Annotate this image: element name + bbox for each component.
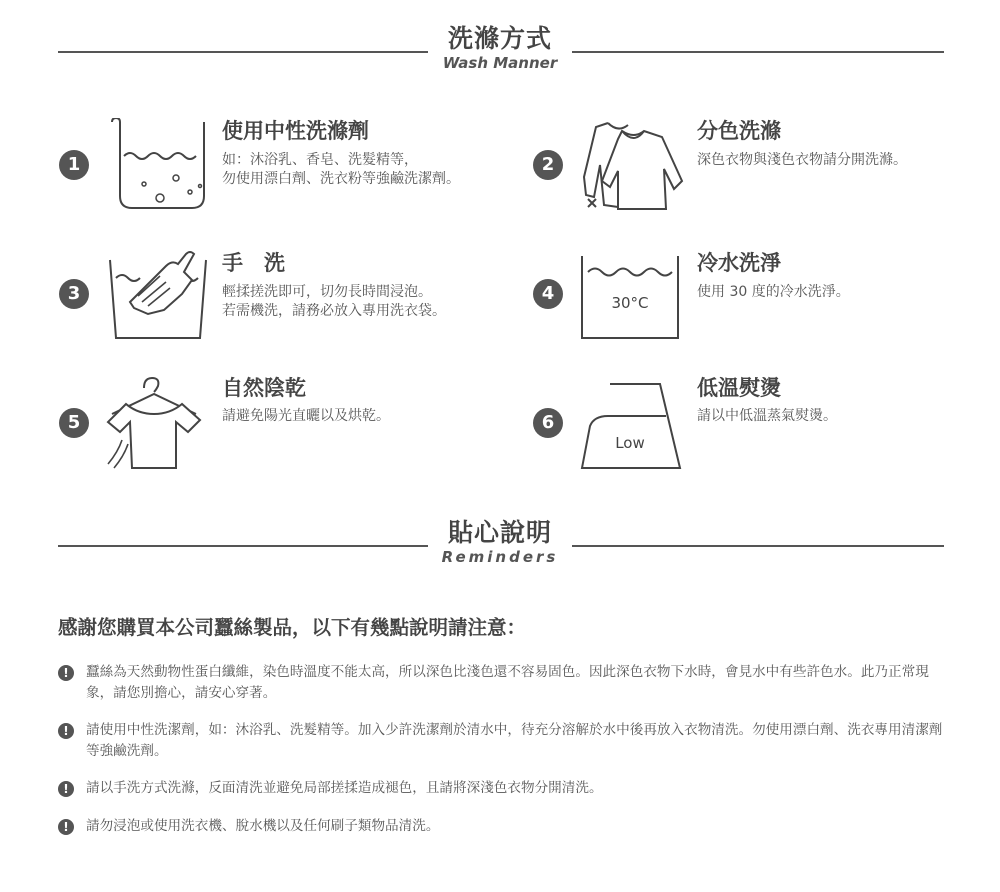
divider-left [58, 545, 428, 547]
separate-clothes-icon [578, 115, 686, 215]
step-desc-1a: 如：沐浴乳、香皂、洗髮精等， [222, 152, 418, 168]
step-title-5: 自然陰乾 [222, 376, 306, 400]
step-number-3: 3 [59, 279, 89, 309]
note-text: 蠶絲為天然動物性蛋白纖維，染色時溫度不能太高，所以深色比淺色還不容易固色。因此深色衣物下水時，會見水中有些許色水。此乃正常現象，請您別擔心，請安心穿著。 [86, 664, 929, 701]
divider-right [572, 545, 944, 547]
cold-water-icon [578, 250, 682, 342]
step-number-1: 1 [59, 150, 89, 180]
divider-right [572, 51, 944, 53]
step-number-2: 2 [533, 150, 563, 180]
step-desc-5a: 請避免陽光直曬以及烘乾。 [222, 408, 390, 424]
step-number-4: 4 [533, 279, 563, 309]
exclamation-icon: ! [58, 723, 74, 739]
step-desc-3a: 輕揉搓洗即可，切勿長時間浸泡。 [222, 284, 432, 300]
step-desc-2a: 深色衣物與淺色衣物請分開洗滌。 [697, 152, 907, 168]
section-title: 洗滌方式 [447, 24, 552, 53]
step-number-6: 6 [533, 408, 563, 438]
step-title-4: 冷水洗淨 [697, 251, 781, 275]
wash-section-header [430, 24, 570, 72]
step-desc-4a: 使用 30 度的冷水洗淨。 [697, 284, 850, 300]
iron-temp-label: Low [615, 434, 645, 452]
reminders-section-header [430, 518, 570, 566]
section-subtitle: Wash Manner [442, 54, 558, 72]
temperature-label: 30°C [611, 294, 649, 312]
section-title: 貼心說明 [447, 518, 552, 547]
iron-low-icon [578, 380, 684, 472]
step-title-2: 分色洗滌 [697, 119, 781, 143]
exclamation-icon: ! [58, 665, 74, 681]
exclamation-icon: ! [58, 819, 74, 835]
step-desc-3b: 若需機洗，請務必放入專用洗衣袋。 [222, 303, 446, 319]
note-text: 請以手洗方式洗滌，反面清洗並避免局部搓揉造成褪色，且請將深淺色衣物分開清洗。 [86, 780, 603, 796]
step-title-6: 低溫熨燙 [697, 376, 781, 400]
step-number-5: 5 [59, 408, 89, 438]
section-subtitle: Reminders [441, 548, 559, 566]
note-text: 請使用中性洗潔劑，如：沐浴乳、洗髮精等。加入少許洗潔劑於清水中，待充分溶解於水中後再放入衣物清洗。勿使用漂白劑、洗衣專用清潔劑等強鹼洗劑。 [86, 722, 943, 759]
note-text: 請勿浸泡或使用洗衣機、脫水機以及任何刷子類物品清洗。 [86, 818, 440, 834]
divider-left [58, 51, 428, 53]
step-desc-1b: 勿使用漂白劑、洗衣粉等強鹼洗潔劑。 [222, 171, 460, 187]
exclamation-icon: ! [58, 781, 74, 797]
basin-bubbles-icon [104, 118, 210, 214]
step-desc-6a: 請以中低溫蒸氣熨燙。 [697, 408, 837, 424]
step-title-3: 手 洗 [222, 251, 285, 275]
step-title-1: 使用中性洗滌劑 [222, 119, 369, 143]
intro-heading: 感謝您購買本公司蠶絲製品，以下有幾點說明請注意： [58, 616, 527, 639]
hang-dry-icon [104, 374, 212, 470]
hand-wash-icon [104, 244, 210, 340]
